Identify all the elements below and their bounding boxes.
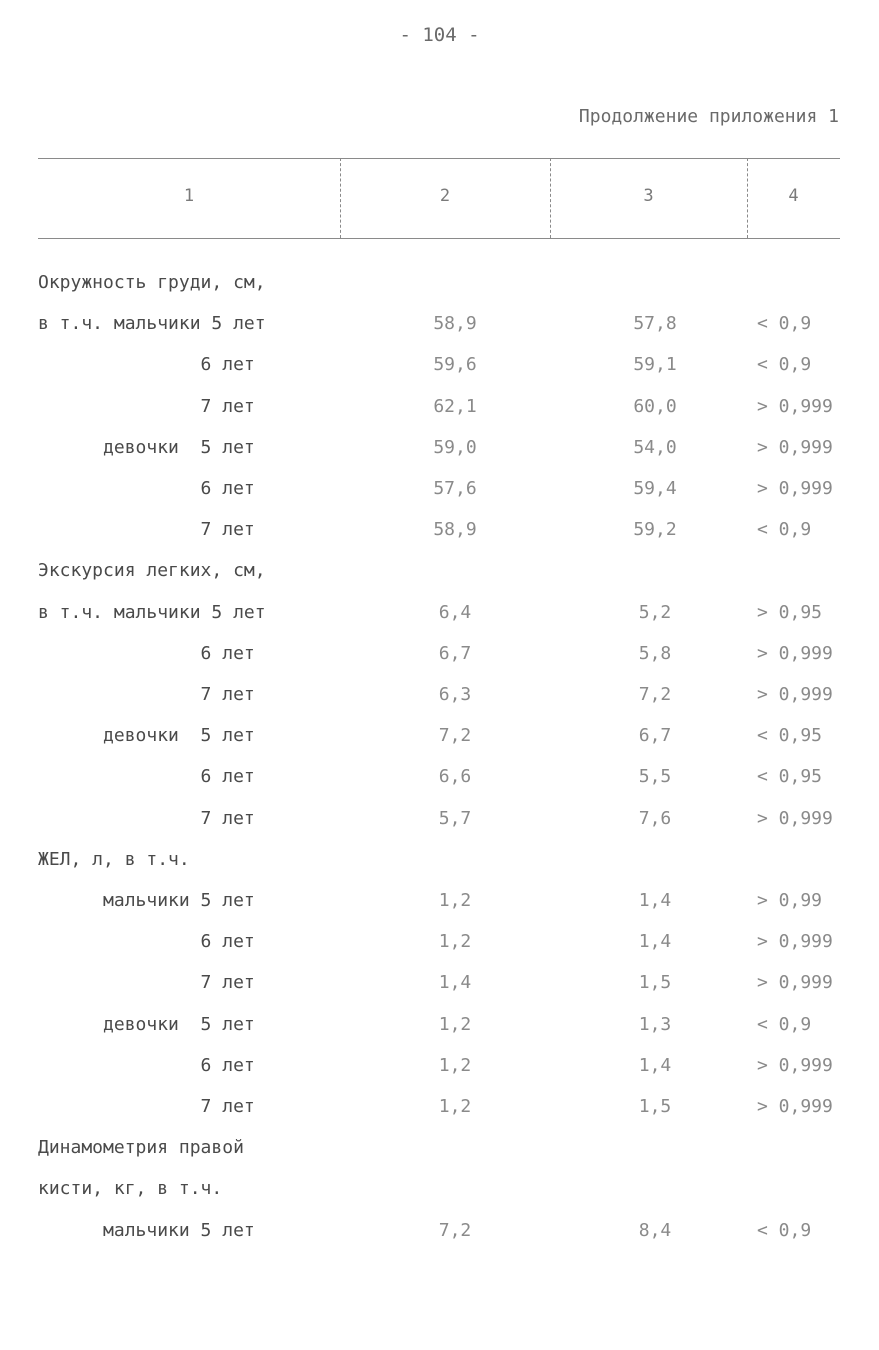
row-label: девочки 5 лет <box>38 725 255 746</box>
table-row <box>0 396 879 426</box>
table-row <box>0 519 879 549</box>
cell-col2: 7,2 <box>438 725 472 746</box>
cell-col3: 54,0 <box>633 437 677 458</box>
cell-col2: 1,2 <box>438 1096 472 1117</box>
row-label: кисти, кг, в т.ч. <box>38 1178 223 1199</box>
cell-col3: 1,4 <box>638 1055 672 1076</box>
cell-col2: 62,1 <box>433 396 477 417</box>
table-row <box>0 1096 879 1126</box>
cell-col4: > 0,999 <box>757 684 833 705</box>
table-row <box>0 725 879 755</box>
continuation-label: Продолжение приложения 1 <box>578 106 839 127</box>
cell-col2: 6,4 <box>438 602 472 623</box>
cell-col3: 59,1 <box>633 354 677 375</box>
table-row <box>0 890 879 920</box>
table-row <box>0 478 879 508</box>
cell-col2: 7,2 <box>438 1220 472 1241</box>
row-label: 6 лет <box>38 354 255 375</box>
cell-col2: 1,2 <box>438 1055 472 1076</box>
cell-col2: 58,9 <box>433 519 477 540</box>
cell-col2: 1,2 <box>438 931 472 952</box>
cell-col3: 7,6 <box>638 808 672 829</box>
table-row <box>0 972 879 1002</box>
cell-col3: 1,4 <box>638 890 672 911</box>
cell-col2: 6,3 <box>438 684 472 705</box>
row-label: Окружность груди, см, <box>38 272 266 293</box>
table-row <box>0 560 879 590</box>
cell-col4: > 0,999 <box>757 437 833 458</box>
row-label: мальчики 5 лет <box>38 1220 255 1241</box>
row-label: 6 лет <box>38 643 255 664</box>
page-number: - 104 - <box>399 24 480 46</box>
cell-col4: > 0,999 <box>757 972 833 993</box>
table-header-bottom-rule <box>38 238 840 239</box>
cell-col4: > 0,99 <box>757 890 823 911</box>
cell-col3: 8,4 <box>638 1220 672 1241</box>
cell-col3: 7,2 <box>638 684 672 705</box>
cell-col3: 1,5 <box>638 972 672 993</box>
row-label: Экскурсия легких, см, <box>38 560 266 581</box>
cell-col3: 6,7 <box>638 725 672 746</box>
table-row <box>0 313 879 343</box>
row-label: 7 лет <box>38 972 255 993</box>
cell-col4: > 0,999 <box>757 1055 833 1076</box>
cell-col3: 57,8 <box>633 313 677 334</box>
cell-col2: 6,6 <box>438 766 472 787</box>
cell-col3: 5,5 <box>638 766 672 787</box>
cell-col4: < 0,9 <box>757 519 812 540</box>
cell-col4: < 0,9 <box>757 313 812 334</box>
table-row <box>0 849 879 879</box>
column-header-3: 3 <box>643 186 654 206</box>
table-row <box>0 1055 879 1085</box>
table-row <box>0 684 879 714</box>
cell-col2: 6,7 <box>438 643 472 664</box>
column-header-2: 2 <box>439 186 451 206</box>
cell-col4: > 0,999 <box>757 1096 833 1117</box>
table-row <box>0 354 879 384</box>
cell-col4: > 0,999 <box>757 643 833 664</box>
table-row <box>0 643 879 673</box>
cell-col3: 59,2 <box>633 519 677 540</box>
cell-col2: 58,9 <box>433 313 477 334</box>
cell-col4: > 0,95 <box>757 602 823 623</box>
cell-col2: 59,6 <box>433 354 477 375</box>
cell-col2: 59,0 <box>433 437 477 458</box>
row-label: 6 лет <box>38 1055 255 1076</box>
row-label: 6 лет <box>38 931 255 952</box>
row-label: 6 лет <box>38 766 255 787</box>
row-label: 7 лет <box>38 808 255 829</box>
table-row <box>0 931 879 961</box>
row-label: мальчики 5 лет <box>38 890 255 911</box>
row-label: 7 лет <box>38 396 255 417</box>
column-header-1: 1 <box>183 186 195 206</box>
table-row <box>0 437 879 467</box>
cell-col4: < 0,9 <box>757 1220 812 1241</box>
row-label: Динамометрия правой <box>38 1137 244 1158</box>
cell-col2: 1,4 <box>438 972 472 993</box>
table-row <box>0 808 879 838</box>
cell-col3: 59,4 <box>633 478 677 499</box>
row-label: 6 лет <box>38 478 255 499</box>
table-row <box>0 1137 879 1167</box>
table-row <box>0 1014 879 1044</box>
row-label: в т.ч. мальчики 5 лет <box>38 313 266 334</box>
cell-col4: > 0,999 <box>757 931 833 952</box>
cell-col2: 1,2 <box>438 1014 472 1035</box>
cell-col3: 1,4 <box>638 931 672 952</box>
cell-col3: 1,3 <box>638 1014 672 1035</box>
cell-col3: 5,2 <box>638 602 672 623</box>
cell-col4: > 0,999 <box>757 478 833 499</box>
cell-col4: < 0,95 <box>757 725 823 746</box>
cell-col3: 1,5 <box>638 1096 672 1117</box>
row-label: девочки 5 лет <box>38 437 255 458</box>
cell-col3: 60,0 <box>633 396 677 417</box>
table-row <box>0 602 879 632</box>
row-label: ЖЕЛ, л, в т.ч. <box>38 849 190 870</box>
cell-col2: 57,6 <box>433 478 477 499</box>
cell-col2: 1,2 <box>438 890 472 911</box>
row-label: в т.ч. мальчики 5 лет <box>38 602 266 623</box>
cell-col4: < 0,95 <box>757 766 823 787</box>
row-label: 7 лет <box>38 1096 255 1117</box>
row-label: девочки 5 лет <box>38 1014 255 1035</box>
cell-col2: 5,7 <box>438 808 472 829</box>
table-row <box>0 272 879 302</box>
table-row <box>0 1178 879 1208</box>
cell-col4: < 0,9 <box>757 354 812 375</box>
cell-col4: > 0,999 <box>757 396 833 417</box>
table-row <box>0 766 879 796</box>
column-header-4: 4 <box>788 186 799 206</box>
row-label: 7 лет <box>38 684 255 705</box>
cell-col4: > 0,999 <box>757 808 833 829</box>
table-row <box>0 1220 879 1250</box>
cell-col4: < 0,9 <box>757 1014 812 1035</box>
cell-col3: 5,8 <box>638 643 672 664</box>
row-label: 7 лет <box>38 519 255 540</box>
table-header-top-rule <box>38 158 840 159</box>
